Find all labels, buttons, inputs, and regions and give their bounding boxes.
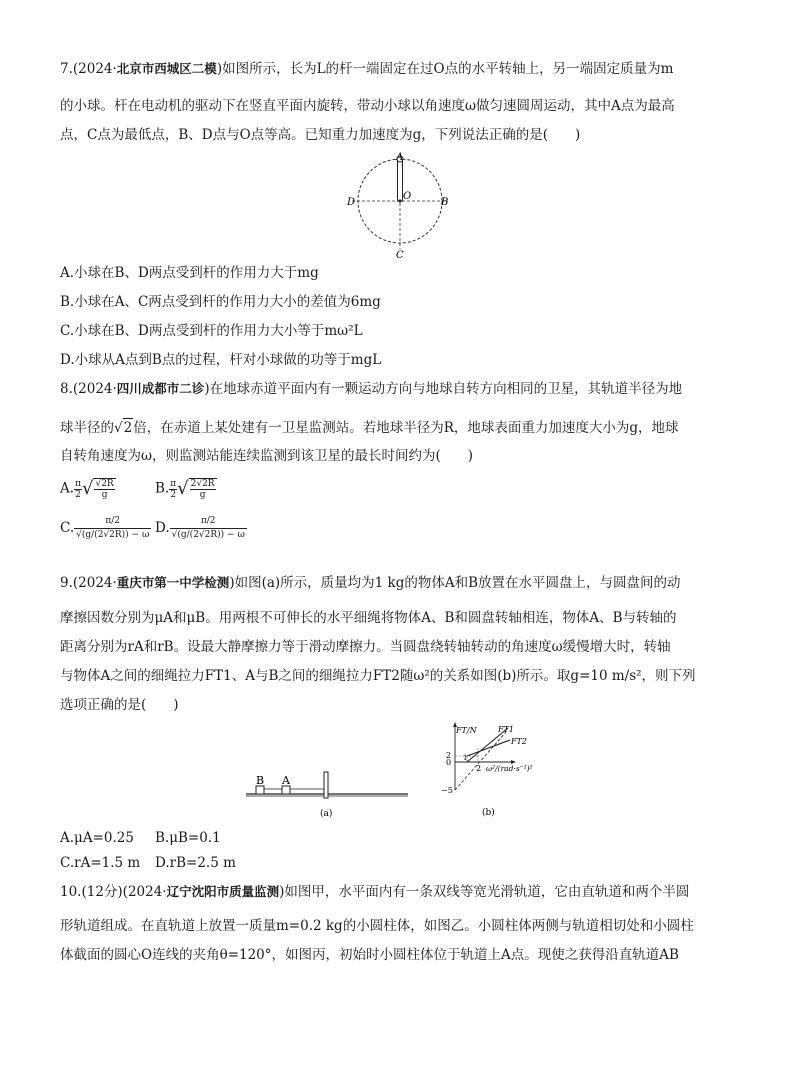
label-d: D [347,197,356,208]
sqrt-symbol: √ [81,478,94,499]
y-axis-label: FT/N [456,726,477,735]
q9-text-1: )如图(a)所示，质量均为1 kg的物体A和B放置在水平圆盘上，与圆盘间的动 [229,575,681,591]
q8-number: 8.(2024· [60,381,117,397]
q9-line1 [60,574,681,592]
q8-option-b-radicand [189,478,217,500]
q8-option-d[interactable] [155,516,247,541]
frac-den: g [101,490,108,500]
q9-text-2: 摩擦因数分别为μA和μB。用两根不可伸长的水平细绳将物体A、B和圆盘转轴相连，物体A、B与转轴的 [60,610,677,626]
tick-y-2: 2 [446,751,452,760]
q10-source: 辽宁沈阳市质量监测 [166,884,280,899]
q8-option-b-pi-frac [169,479,177,500]
q8-option-b[interactable] [155,478,217,500]
q9-text-3: 距离分别为rA和rB。设最大静摩擦力等于滑动摩擦力。当圆盘绕转轴转动的角速度ω缓慢增大时，转轴 [60,639,671,655]
frac-den: g [199,490,206,500]
q7-option-c[interactable]: C.小球在B、D两点受到杆的作用力大小等于mω²L [60,323,363,339]
q8-sqrt-value: 2 [123,420,133,436]
block-a [282,786,290,794]
q8-text-1: )在地球赤道平面内有一颗运动方向与地球自转方向相同的卫星，其轨道半径为地 [204,381,683,397]
frac-num: π/2 [170,516,247,529]
frac-den: 2 [170,489,177,500]
q8-option-c[interactable] [60,516,151,541]
tick-y-neg5: −5 [441,786,453,795]
q9-option-a[interactable]: A.μA=0.25 [60,830,134,846]
label-a: A [396,152,404,163]
q8-option-c-frac [74,516,151,541]
q7-circle-figure [340,148,460,260]
q7-option-b[interactable]: B.小球在A、C两点受到杆的作用力大小的差值为6mg [60,294,381,310]
label-a: A [282,774,290,787]
q10-text-1: )如图甲，水平面内有一条双线等宽光滑轨道，它由直轨道和两个半圆 [279,884,690,900]
ft2-line [467,740,510,756]
q8-option-d-label: D. [155,520,170,536]
tick-y-0: 0 [446,758,452,767]
q8-option-a-radicand [93,478,115,500]
q9-number: 9.(2024· [60,575,117,591]
q10-number: 10.(12分)(2024· [60,884,167,900]
q9-figure-a [244,762,412,822]
frac-den: √(g/(2√2R)) − ω [76,530,150,540]
label-c: C [396,250,404,260]
caption-b: (b) [482,808,495,818]
frac-num: π [75,478,81,489]
series-ft1-label: FT1 [498,725,514,734]
q10-line1 [60,883,689,901]
q8-text-2b: 倍，在赤道上某处建有一卫星监测站。若地球半径为R，地球表面重力加速度大小为g，地球 [133,420,679,436]
q8-line1 [60,380,682,398]
q8-source: 四川成都市二诊 [116,381,205,396]
caption-a: (a) [320,809,333,819]
series-ft2-label: FT2 [511,737,527,746]
q8-option-a-pi-frac [74,479,82,500]
tick-x-1: 1 [463,754,468,762]
shaft [324,772,328,798]
q9-text-4: 与物体A之间的细绳拉力FT1、A与B之间的细绳拉力FT2随ω²的关系如图(b)所示。取g=10 m/s²，则下列 [60,668,696,684]
q9-option-c[interactable]: C.rA=1.5 m [60,855,141,871]
frac-den: 2 [75,489,81,500]
x-axis-label: ω²/(rad·s⁻¹)² [486,764,533,773]
q8-text-3: 自转角速度为ω，则监测站能连续监测到该卫星的最长时间约为( ) [60,448,474,464]
q8-option-d-frac [170,516,247,541]
frac-den: √(g/(2√2R)) − ω [171,530,245,540]
label-o: O [403,191,412,202]
q10-text-2: 形轨道组成。在直轨道上放置一质量m=0.2 kg的小圆柱体，如图乙。小圆柱体两侧与轨道相切处和小圆柱 [60,918,694,934]
sqrt-symbol: √ [177,478,189,499]
q7-option-a[interactable]: A.小球在B、D两点受到杆的作用力大于mg [60,265,319,281]
q8-option-b-label: B. [155,480,170,497]
q7-number: 7.(2024· [60,61,117,77]
axis-point [398,199,401,202]
tick-x-2: 2 [476,764,482,773]
label-b: B [441,197,449,208]
q7-source: 北京市西城区二模 [116,61,217,76]
q9-option-b[interactable]: B.μB=0.1 [155,830,221,846]
q7-text-2: 的小球。杆在电动机的驱动下在竖直平面内旋转，带动小球以角速度ω做匀速圆周运动，其中A点为最高 [60,98,675,114]
q8-text-2a: 球半径的 [60,420,114,436]
q7-text-1: )如图所示，长为L的杆一端固定在过O点的水平转轴上，另一端固定质量为m [216,61,674,77]
block-b [256,786,264,794]
rod [398,159,403,201]
q9-figure-b [432,720,572,820]
q8-option-c-label: C. [60,520,75,536]
q10-text-3: 体截面的圆心O连线的夹角θ=120°，如图丙，初始时小圆柱体位于轨道上A点。现使之获得沿直轨道AB [60,947,679,963]
frac-num: √2R [95,479,114,489]
q7-text-3: 点，C点为最低点，B、D点与O点等高。已知重力加速度为g，下列说法正确的是( ) [60,127,581,143]
label-b: B [256,774,265,787]
frac-num: π/2 [74,516,151,529]
q7-line1 [60,60,673,78]
frac-num: 2√2R [190,479,215,489]
q8-line2 [60,418,679,437]
q7-option-d[interactable]: D.小球从A点到B点的过程，杆对小球做的功等于mgL [60,352,382,368]
q8-option-a[interactable] [60,478,116,500]
sqrt-symbol: √ [114,420,123,436]
frac-num: π [170,478,177,489]
q9-option-d[interactable]: D.rB=2.5 m [155,855,236,871]
q9-text-5: 选项正确的是( ) [60,697,179,713]
q9-source: 重庆市第一中学检测 [116,575,230,590]
q8-option-a-label: A. [60,480,75,497]
